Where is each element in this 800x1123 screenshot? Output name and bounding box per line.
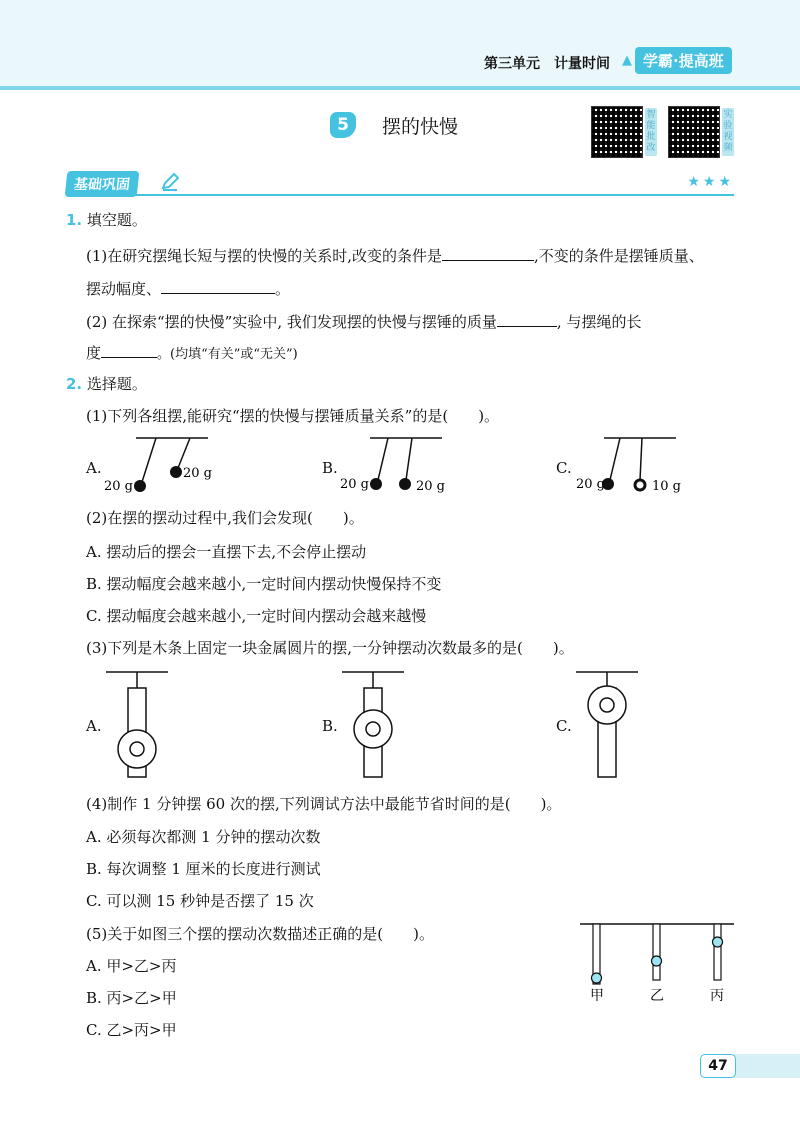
q1-part1-line2 bbox=[86, 277, 290, 299]
q2-heading bbox=[66, 374, 147, 394]
disc-pendulum-b bbox=[336, 665, 416, 780]
disc-pendulum-c bbox=[570, 665, 650, 780]
q1-number: 1. bbox=[66, 211, 83, 229]
brand-badge bbox=[622, 45, 732, 75]
disc-hole bbox=[130, 742, 144, 756]
q2-s2-stem: (2)在摆的摆动过程中,我们会发现( )。 bbox=[86, 509, 364, 527]
rod-yi bbox=[653, 924, 660, 980]
string bbox=[378, 438, 388, 480]
q2-s4-option-b[interactable]: B. 每次调整 1 厘米的长度进行测试 bbox=[86, 860, 321, 878]
mass-label: 20 g bbox=[104, 479, 133, 494]
graduation-cap-icon: ▲ bbox=[622, 52, 632, 68]
string bbox=[178, 438, 190, 468]
answer-blank[interactable] bbox=[101, 341, 157, 358]
disc-hole bbox=[600, 698, 614, 712]
disc-pendulum-a bbox=[100, 665, 180, 780]
answer-blank[interactable] bbox=[161, 277, 275, 294]
lesson-number: 5 bbox=[330, 112, 356, 138]
section-rule bbox=[66, 194, 734, 196]
difficulty-stars: ★★★ bbox=[687, 174, 734, 190]
mass-label: 20 g bbox=[416, 479, 445, 494]
q2-s3-option-a-letter[interactable]: A. bbox=[86, 717, 102, 735]
mass-label: 10 g bbox=[652, 479, 681, 494]
q2-s3-stem: (3)下列是木条上固定一块金属圆片的摆,一分钟摆动次数最多的是( )。 bbox=[86, 639, 574, 657]
bob bbox=[170, 466, 182, 478]
q2-s2-option-b[interactable]: B. 摆动幅度会越来越小,一定时间内摆动快慢保持不变 bbox=[86, 575, 442, 593]
q2-s1-option-b-letter[interactable]: B. bbox=[322, 459, 338, 477]
bob bbox=[370, 478, 382, 490]
q1-p1-text-d: 。 bbox=[275, 280, 291, 298]
qr-label-grading: 智能批改 bbox=[645, 108, 657, 156]
q1-part2-line1 bbox=[86, 310, 641, 332]
q2-number: 2. bbox=[66, 375, 83, 393]
q2-s1-option-c-letter[interactable]: C. bbox=[556, 459, 572, 477]
mass-label: 20 g bbox=[576, 477, 605, 492]
answer-blank[interactable] bbox=[497, 310, 557, 327]
q1-p2-text-b: , 与摆绳的长 bbox=[556, 313, 642, 331]
qr-code-video[interactable] bbox=[668, 106, 720, 158]
q1-p1-text-b: ,不变的条件是摆锤质量、 bbox=[534, 247, 704, 265]
q2-s2-option-c[interactable]: C. 摆动幅度会越来越小,一定时间内摆动会越来越慢 bbox=[86, 607, 427, 625]
section-title: 基础巩固 bbox=[65, 171, 140, 197]
q1-heading bbox=[66, 210, 147, 230]
bob-bing bbox=[713, 937, 723, 947]
pendulum-pair-c bbox=[574, 430, 704, 500]
q2-s4-option-c[interactable]: C. 可以测 15 秒钟是否摆了 15 次 bbox=[86, 892, 314, 910]
string bbox=[640, 438, 642, 480]
pendulum-label-jia: 甲 bbox=[590, 988, 604, 1004]
mass-label: 20 g bbox=[340, 477, 369, 492]
q2-s4-stem: (4)制作 1 分钟摆 60 次的摆,下列调试方法中最能节省时间的是( )。 bbox=[86, 795, 562, 813]
string bbox=[610, 438, 620, 480]
q2-s5-option-a[interactable]: A. 甲>乙>丙 bbox=[86, 957, 177, 975]
page-number: 47 bbox=[700, 1054, 736, 1078]
pendulum-pair-b bbox=[338, 430, 468, 500]
qr-code-grading[interactable] bbox=[591, 106, 643, 158]
pendulum-pair-a bbox=[100, 430, 230, 500]
disc-hole bbox=[366, 722, 380, 736]
answer-blank[interactable] bbox=[442, 244, 534, 261]
q2-title: 选择题。 bbox=[86, 375, 147, 393]
q1-part1-line1 bbox=[86, 244, 704, 266]
q1-p2-text-a: (2) 在探索“摆的快慢”实验中, 我们发现摆的快慢与摆锤的质量 bbox=[86, 313, 497, 331]
lesson-title: 摆的快慢 bbox=[382, 116, 459, 138]
bob bbox=[635, 480, 645, 490]
pendulum-label-yi: 乙 bbox=[650, 988, 664, 1004]
q1-part2-line2 bbox=[86, 341, 298, 365]
q2-s1-stem: (1)下列各组摆,能研究“摆的快慢与摆锤质量关系”的是( )。 bbox=[86, 407, 500, 425]
q2-s5-stem: (5)关于如图三个摆的摆动次数描述正确的是( )。 bbox=[86, 925, 434, 943]
q2-s2-option-a[interactable]: A. 摆动后的摆会一直摆下去,不会停止摆动 bbox=[86, 543, 367, 561]
bob bbox=[134, 480, 146, 492]
q2-s5-option-c[interactable]: C. 乙>丙>甲 bbox=[86, 1021, 177, 1039]
q2-s3-option-c-letter[interactable]: C. bbox=[556, 717, 572, 735]
qr-label-video: 实验视频 bbox=[722, 108, 734, 156]
bob-yi bbox=[652, 956, 662, 966]
q1-p1-text-c: 摆动幅度、 bbox=[86, 280, 162, 298]
mass-label: 20 g bbox=[183, 466, 212, 481]
unit-title: 第三单元 计量时间 bbox=[484, 56, 610, 72]
pendulum-label-bing: 丙 bbox=[710, 988, 724, 1004]
q1-p1-text-a: (1)在研究摆绳长短与摆的快慢的关系时,改变的条件是 bbox=[86, 247, 443, 265]
q1-p2-text-d: 。(均填“有关”或“无关”) bbox=[157, 347, 298, 362]
string bbox=[406, 438, 412, 480]
q2-s5-option-b[interactable]: B. 丙>乙>甲 bbox=[86, 989, 177, 1007]
q1-title: 填空题。 bbox=[86, 211, 147, 229]
three-pendulums-figure bbox=[578, 918, 738, 1008]
pencil-icon bbox=[160, 172, 180, 196]
q2-s1-option-a-letter[interactable]: A. bbox=[86, 459, 102, 477]
bob bbox=[399, 478, 411, 490]
q2-s3-option-b-letter[interactable]: B. bbox=[322, 717, 338, 735]
q2-s4-option-a[interactable]: A. 必须每次都测 1 分钟的摆动次数 bbox=[86, 828, 321, 846]
q1-p2-text-c: 度 bbox=[86, 344, 102, 362]
header-divider bbox=[0, 86, 800, 90]
bob-jia bbox=[592, 973, 602, 983]
string bbox=[142, 438, 156, 482]
brand-label: 学霸·提高班 bbox=[635, 47, 732, 74]
rod-bing bbox=[714, 924, 721, 980]
